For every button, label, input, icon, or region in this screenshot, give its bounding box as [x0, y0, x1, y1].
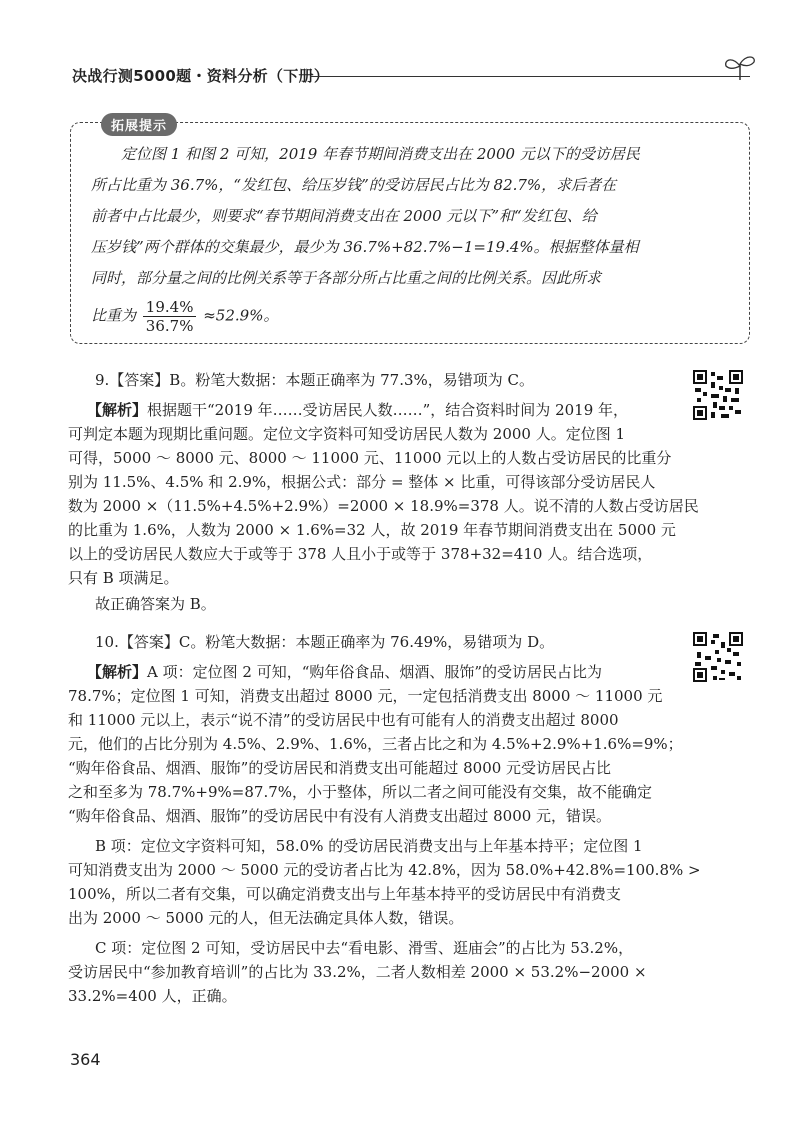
analysis-text: A 项：定位图 2 可知，“购年俗食品、烟酒、服饰”的受访居民占比为 [147, 663, 603, 681]
tip-line: 前者中占比最少，则要求“春节期间消费支出在 2000 元以下”和“发红包、给 [91, 207, 597, 225]
tip-box [70, 119, 750, 344]
question-10-block [68, 630, 701, 1008]
q10-a-line: 元，他们的占比分别为 4.5%、2.9%、1.6%，三者占比之和为 4.5%+2.9%+1.6%=9%； [68, 735, 683, 753]
tip-formula-line [91, 298, 731, 335]
analysis-heading: 【解析】 [87, 401, 148, 419]
q9-analysis-first-line [87, 398, 667, 422]
tip-line: 压岁钱”两个群体的交集最少，最少为 36.7%+82.7%−1=19.4%。根据整体量相 [91, 238, 639, 256]
q9-answer-line: 9.【答案】B。粉笔大数据：本题正确率为 77.3%，易错项为 C。 [95, 371, 535, 389]
q9-analysis-line: 别为 11.5%、4.5% 和 2.9%，根据公式：部分 = 整体 × 比重，可得该部分受访居民人 [68, 473, 656, 491]
fraction [143, 298, 197, 335]
q9-conclusion: 故正确答案为 B。 [95, 595, 216, 613]
q10-c-line: 33.2%=400 人，正确。 [68, 987, 237, 1005]
q9-analysis-line: 的比重为 1.6%，人数为 2000 × 1.6%=32 人，故 2019 年春节期间消费支出在 5000 元 [68, 521, 676, 539]
q10-a-line: “购年俗食品、烟酒、服饰”的受访居民和消费支出可能超过 8000 元受访居民占比 [68, 759, 612, 777]
qr-code-icon[interactable] [693, 370, 743, 420]
q9-analysis-line: 可判定本题为现期比重问题。定位文字资料可知受访居民人数为 2000 人。定位图 1 [68, 425, 626, 443]
q10-a-line: 之和至多为 78.7%+9%=87.7%，小于整体，所以二者之间可能没有交集，故不能确定 [68, 783, 653, 801]
running-header [72, 60, 752, 94]
analysis-heading: 【解析】 [87, 663, 148, 681]
formula-prefix: 比重为 [91, 306, 137, 325]
tip-line: 定位图 1 和图 2 可知，2019 年春节期间消费支出在 2000 元以下的受访居民 [121, 145, 640, 163]
formula-result: ≈52.9%。 [203, 306, 279, 325]
q9-analysis-line: 数为 2000 ×（11.5%+4.5%+2.9%）=2000 × 18.9%=378 人。说不清的人数占受访居民 [68, 497, 699, 515]
q10-b-line: 可知消费支出为 2000 ～ 5000 元的受访者占比为 42.8%，因为 58.0%+42.8%=100.8% > [68, 861, 701, 879]
q10-analysis-first-line [87, 660, 667, 684]
q10-b-line: 出为 2000 ～ 5000 元的人，但无法确定具体人数，错误。 [68, 909, 464, 927]
q10-a-line: 78.7%；定位图 1 可知，消费支出超过 8000 元，一定包括消费支出 8000 ～ 11000 元 [68, 687, 663, 705]
page-number: 364 [70, 1050, 101, 1069]
q10-answer-line: 10.【答案】C。粉笔大数据：本题正确率为 76.49%，易错项为 D。 [95, 633, 555, 651]
tip-badge: 拓展提示 [101, 113, 177, 136]
tip-content [91, 139, 731, 335]
q9-analysis-line: 可得，5000 ～ 8000 元、8000 ～ 11000 元、11000 元以上的人数占受访居民的比重分 [68, 449, 672, 467]
q10-a-line: 和 11000 元以上，表示“说不清”的受访居民中也有可能有人的消费支出超过 8000 [68, 711, 619, 729]
fraction-denominator: 36.7% [145, 317, 194, 335]
q10-b-line: 100%，所以二者有交集，可以确定消费支出与上年基本持平的受访居民中有消费支 [68, 885, 621, 903]
tip-line: 所占比重为 36.7%，“发红包、给压岁钱”的受访居民占比为 82.7%，求后者在 [91, 176, 617, 194]
header-rule [310, 76, 750, 77]
book-title: 决战行测5000题・资料分析（下册） [72, 67, 330, 85]
sprout-icon [722, 52, 758, 82]
analysis-text: 根据题干“2019 年……受访居民人数……”，结合资料时间为 2019 年， [147, 401, 629, 419]
qr-code-icon[interactable] [693, 632, 743, 682]
q10-a-line: “购年俗食品、烟酒、服饰”的受访居民中有没有人消费支出超过 8000 元，错误。 [68, 807, 612, 825]
fraction-numerator: 19.4% [143, 298, 197, 317]
question-9-block [68, 368, 699, 616]
q10-b-first-line: B 项：定位文字资料可知，58.0% 的受访居民消费支出与上年基本持平；定位图 1 [95, 837, 643, 855]
q9-analysis-line: 只有 B 项满足。 [68, 569, 179, 587]
q10-c-first-line: C 项：定位图 2 可知，受访居民中去“看电影、滑雪、逛庙会”的占比为 53.2%， [95, 939, 634, 957]
q10-c-line: 受访居民中“参加教育培训”的占比为 33.2%，二者人数相差 2000 × 53.2%−2000 × [68, 963, 647, 981]
q9-analysis-line: 以上的受访居民人数应大于或等于 378 人且小于或等于 378+32=410 人。结合选项， [68, 545, 653, 563]
tip-line: 同时，部分量之间的比例关系等于各部分所占比重之间的比例关系。因此所求 [91, 269, 602, 287]
